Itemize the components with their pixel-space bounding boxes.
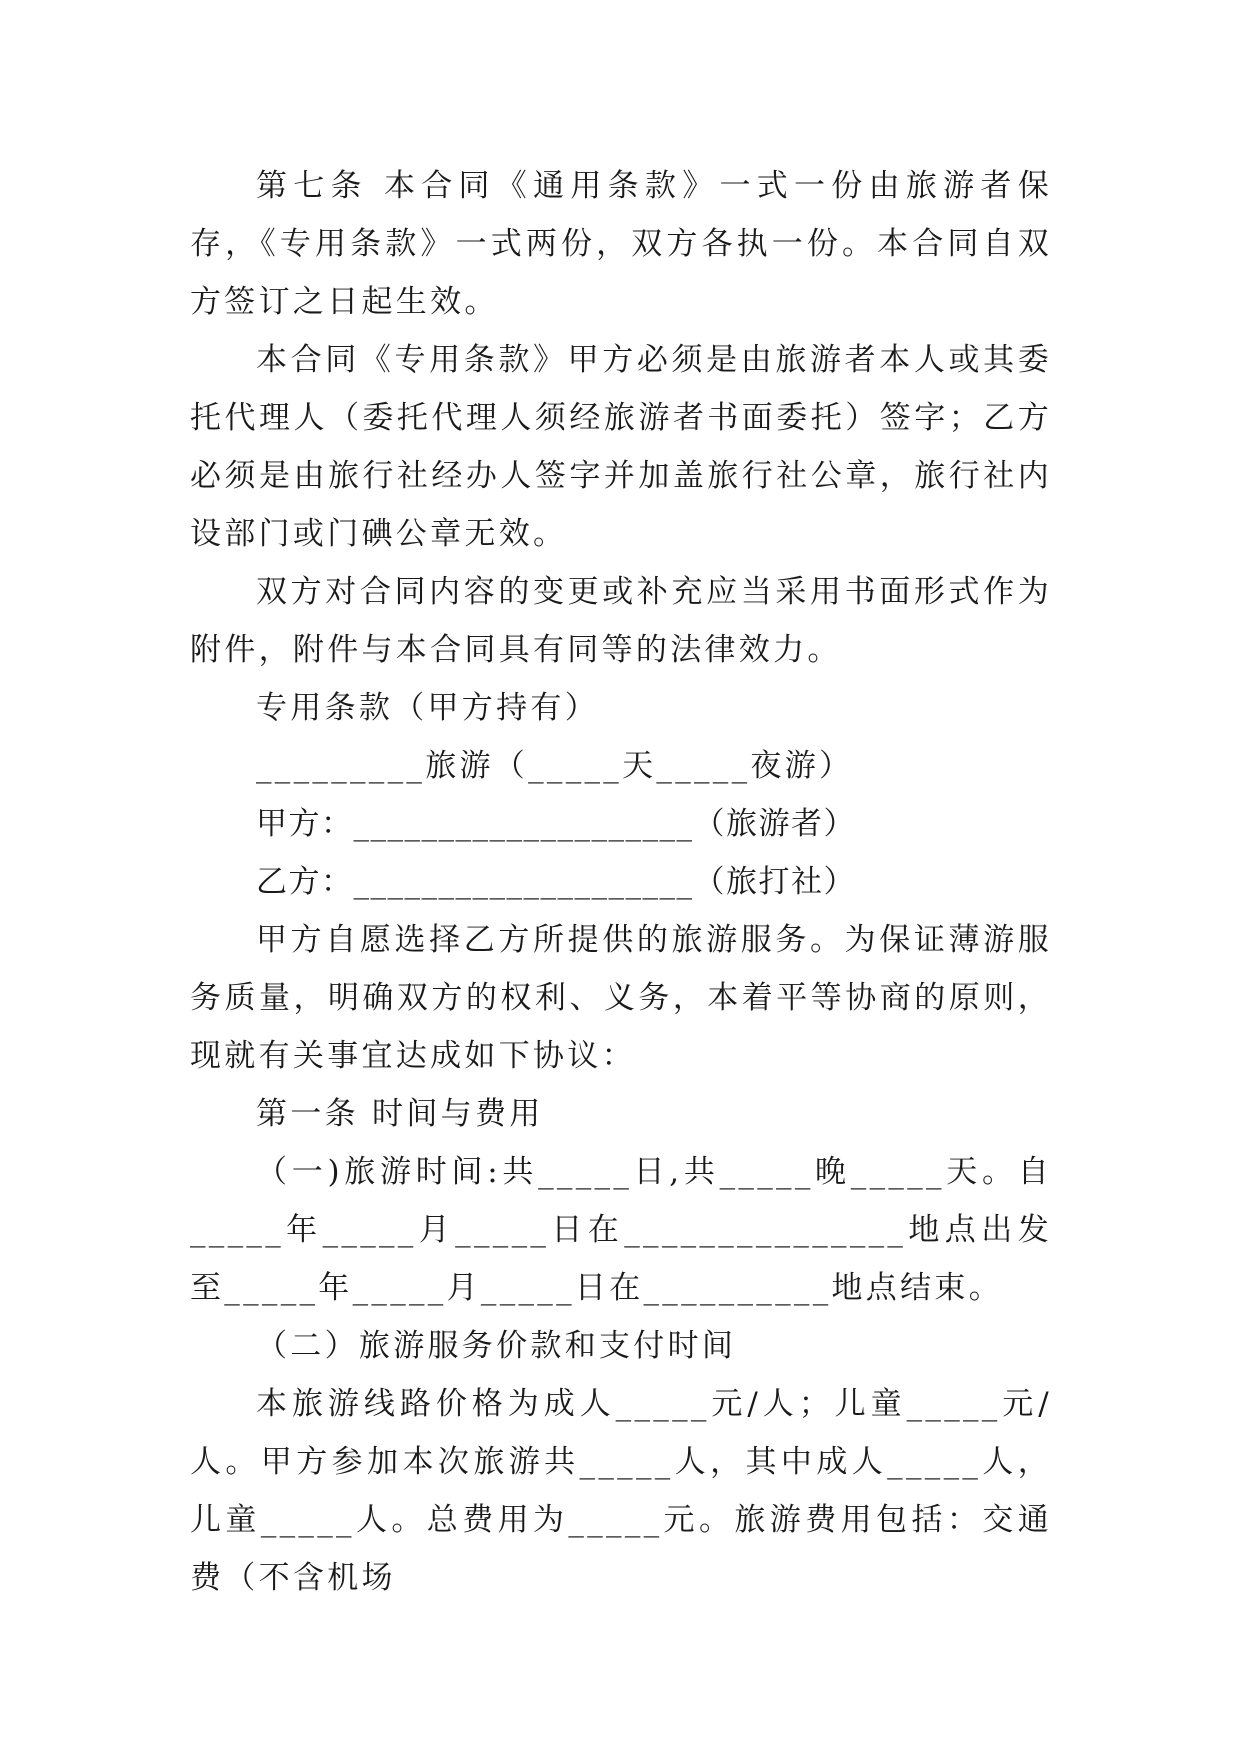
amendment-clause: 双方对合同内容的变更或补充应当采用书面形式作为附件，附件与本合同具有同等的法律效力。: [190, 574, 1052, 668]
agreement-preamble: 甲方自愿选择乙方所提供的旅游服务。为保证薄游服务质量，明确双方的权利、义务，本着平等协商的原则，现就有关事宜达成如下协议：: [190, 922, 1052, 1074]
tour-time-clause: （一)旅游时间:共_____日,共_____晚_____天。自_____年_____月_____日在_______________地点出发至_____年_____月_____日在__________地点结束。: [190, 1154, 1052, 1306]
document-page: [190, 157, 1052, 1607]
article-1-heading: 第一条 时间与费用: [256, 1096, 544, 1132]
clause-7-effectiveness: 第七条 本合同《通用条款》一式一份由旅游者保存，《专用条款》一式两份，双方各执一份。本合同自双方签订之日起生效。: [190, 168, 1052, 320]
special-terms-heading: 专用条款（甲方持有）: [256, 690, 599, 726]
price-clause: 本旅游线路价格为成人_____元/人；儿童_____元/人。甲方参加本次旅游共_____人，其中成人_____人，儿童_____人。总费用为_____元。旅游费用包括：交通费（不含机场: [190, 1386, 1052, 1596]
party-a-line: 甲方：____________________（旅游者）: [256, 806, 856, 842]
tour-name-line: _________旅游（_____天_____夜游）: [256, 748, 854, 784]
party-b-line: 乙方：____________________（旅打社）: [256, 864, 856, 900]
signature-requirement: 本合同《专用条款》甲方必须是由旅游者本人或其委托代理人（委托代理人须经旅游者书面委托）签字；乙方必须是由旅行社经办人签字并加盖旅行社公章，旅行社内设部门或门碘公章无效。: [190, 342, 1052, 552]
price-payment-heading: （二）旅游服务价款和支付时间: [256, 1328, 737, 1364]
